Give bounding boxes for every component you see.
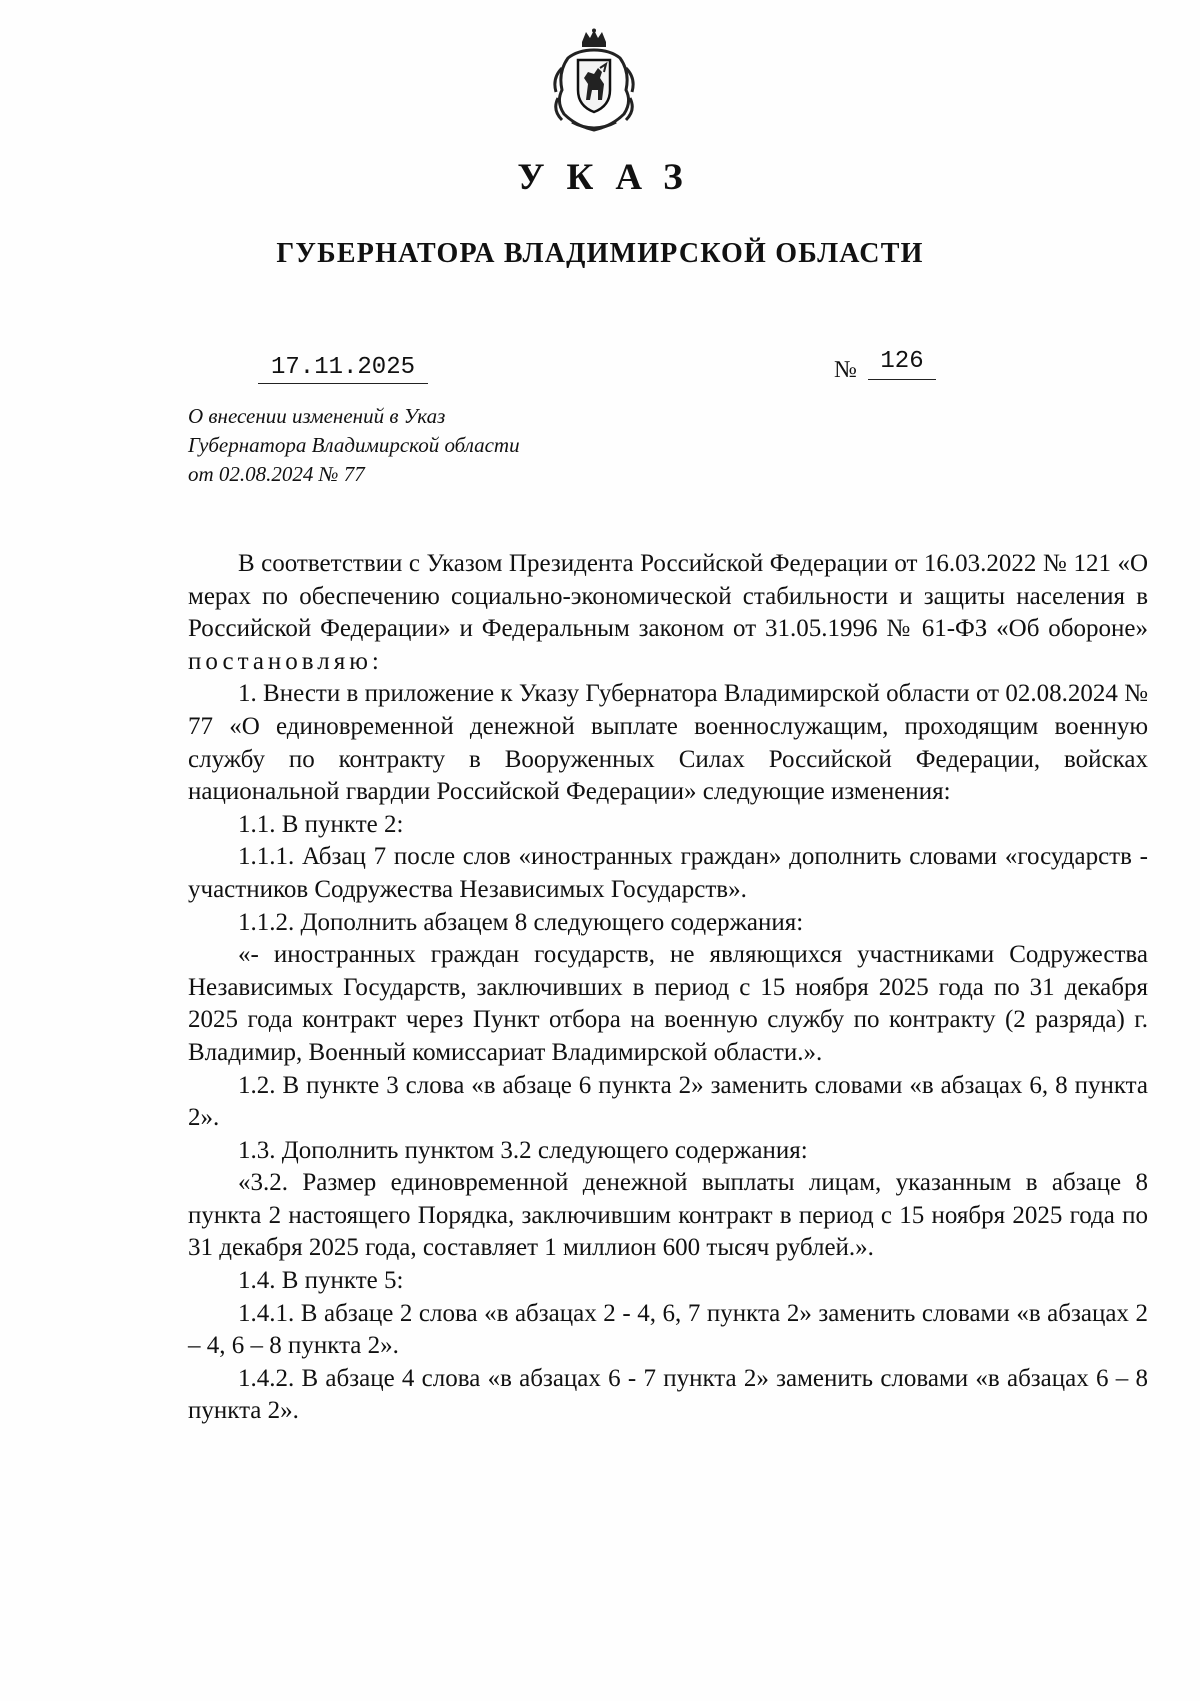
preamble-text: В соответствии с Указом Президента Российской Федерации от 16.03.2022 № 121 «О мерах по обеспечению социально-экономической стабильности и защиты населения в Российской Федерации» и Федеральным законом от 31.05.1996 № 61-ФЗ «Об обороне» xyxy=(188,550,1148,643)
heading-note-line: от 02.08.2024 № 77 xyxy=(188,462,365,486)
document-subtitle: ГУБЕРНАТОРА ВЛАДИМИРСКОЙ ОБЛАСТИ xyxy=(276,238,924,269)
document-body xyxy=(188,548,1148,1428)
paragraph-1: 1. Внести в приложение к Указу Губернатора Владимирской области от 02.08.2024 № 77 «О единовременной денежной выплате военнослужащим, проходящим военную службу по контракту в Вооруженных Силах Российской Федерации, войсках национальной гвардии Российской Федерации» следующие изменения: xyxy=(188,680,1148,806)
paragraph-1-4-1: 1.4.1. В абзаце 2 слова «в абзацах 2 - 4, 6, 7 пункта 2» заменить словами «в абзацах 2 – 4, 6 – 8 пункта 2». xyxy=(188,1299,1148,1360)
paragraph-1-1: 1.1. В пункте 2: xyxy=(238,810,404,838)
preamble-action: постановляю: xyxy=(188,647,383,675)
document-title: УКАЗ xyxy=(517,157,705,198)
paragraph-1-3: 1.3. Дополнить пунктом 3.2 следующего содержания: xyxy=(238,1136,808,1164)
heading-note xyxy=(188,402,520,489)
coat-of-arms-icon xyxy=(548,28,640,134)
paragraph-1-1-2-text: «- иностранных граждан государств, не являющихся участниками Содружества Независимых Государств, заключивших в период с 15 ноября 2025 года по 31 декабря 2025 года контракт через Пункт отбора на военную службу по контракту (2 разряда) г. Владимир, Военный комиссариат Владимирской области.». xyxy=(188,941,1148,1066)
heading-note-line: О внесении изменений в Указ xyxy=(188,404,446,428)
preamble-paragraph xyxy=(188,548,1148,678)
number-label: № xyxy=(834,357,857,383)
paragraph-1-1-1: 1.1.1. Абзац 7 после слов «иностранных граждан» дополнить словами «государств - участников Содружества Независимых Государств». xyxy=(188,843,1148,903)
paragraph-1-3-text: «3.2. Размер единовременной денежной выплаты лицам, указанным в абзаце 8 пункта 2 настоящего Порядка, заключившим контракт в период с 15 ноября 2025 года по 31 декабря 2025 года, составляет 1 миллион 600 тысяч рублей.». xyxy=(188,1169,1148,1262)
paragraph-1-4: 1.4. В пункте 5: xyxy=(238,1267,404,1295)
document-date: 17.11.2025 xyxy=(258,354,428,384)
paragraph-1-1-2: 1.1.2. Дополнить абзацем 8 следующего содержания: xyxy=(238,908,804,936)
heading-note-line: Губернатора Владимирской области xyxy=(188,433,520,457)
document-number: 126 xyxy=(868,348,936,380)
paragraph-1-4-2: 1.4.2. В абзаце 4 слова «в абзацах 6 - 7 пункта 2» заменить словами «в абзацах 6 – 8 пункта 2». xyxy=(188,1364,1148,1425)
paragraph-1-2: 1.2. В пункте 3 слова «в абзаце 6 пункта 2» заменить словами «в абзацах 6, 8 пункта 2». xyxy=(188,1071,1148,1132)
